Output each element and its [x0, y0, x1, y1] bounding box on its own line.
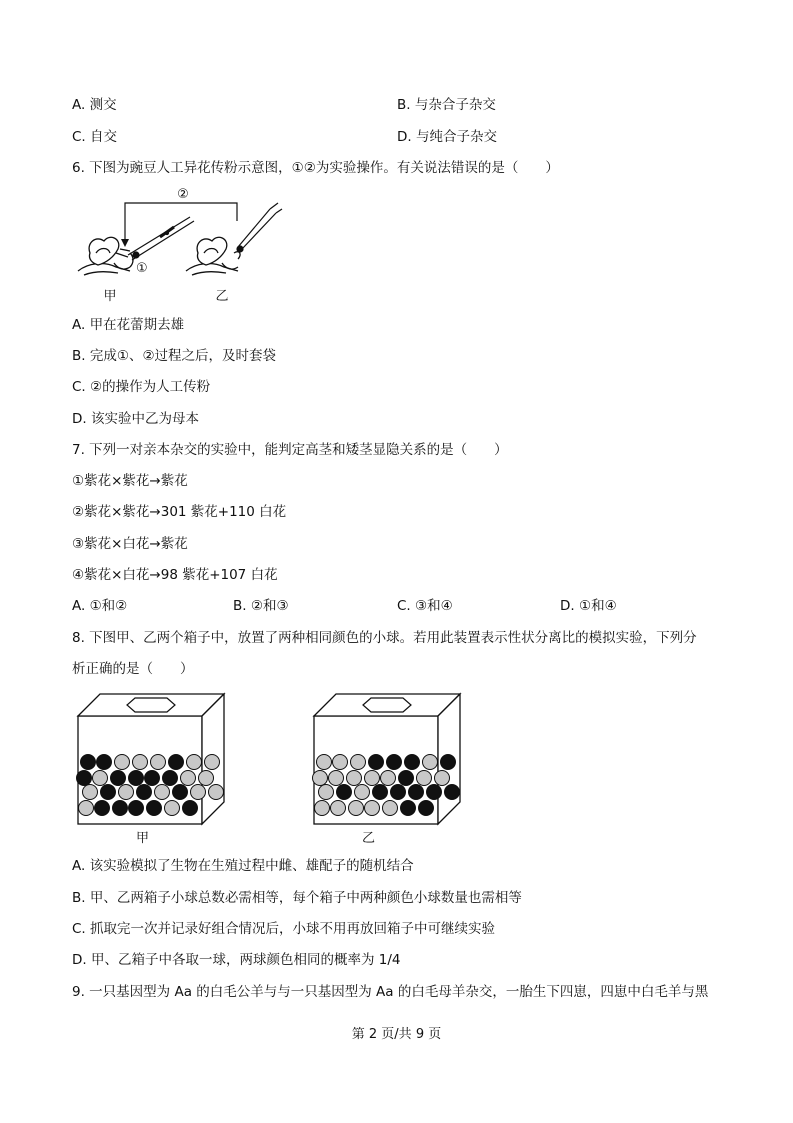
- q7-option-a: A. ①和②: [72, 598, 128, 614]
- q5-option-a: A. 测交: [72, 97, 117, 113]
- q7-option-c: C. ③和④: [397, 598, 453, 614]
- q7-option-d: D. ①和④: [560, 598, 617, 614]
- flower-yi-icon: [186, 237, 240, 275]
- q6-option-c: C. ②的操作为人工传粉: [72, 379, 211, 395]
- q6-stem: 6. 下图为豌豆人工异花传粉示意图，①②为实验操作。有关说法错误的是（ ）: [72, 160, 559, 176]
- q7-item-3: ③紫花×白花→紫花: [72, 536, 188, 552]
- q7-item-4: ④紫花×白花→98 紫花+107 白花: [72, 567, 278, 583]
- q8-option-d: D. 甲、乙箱子中各取一球，两球颜色相同的概率为 1/4: [72, 952, 401, 968]
- q8-stem-line2: 析正确的是（ ）: [72, 661, 194, 677]
- q9-stem-line1: 9. 一只基因型为 Aa 的白毛公羊与与一只基因型为 Aa 的白毛母羊杂交，一胎生下四崽，四崽中白毛羊与黑: [72, 984, 709, 1000]
- q6-option-d: D. 该实验中乙为母本: [72, 411, 199, 427]
- q7-option-b: B. ②和③: [233, 598, 289, 614]
- pollination-figure: [70, 183, 290, 308]
- q6-option-b: B. 完成①、②过程之后，及时套袋: [72, 348, 277, 364]
- q5-option-c: C. 自交: [72, 129, 118, 145]
- label-yi: 乙: [215, 289, 229, 304]
- box-yi: [313, 694, 461, 824]
- q8-stem-line1: 8. 下图甲、乙两个箱子中，放置了两种相同颜色的小球。若用此装置表示性状分离比的模拟实验，下列分: [72, 630, 697, 646]
- label-box-yi: 乙: [362, 831, 376, 846]
- q7-stem: 7. 下列一对亲本杂交的实验中，能判定高茎和矮茎显隐关系的是（ ）: [72, 442, 508, 458]
- tweezers-icon: [237, 203, 282, 252]
- mark-2: ②: [177, 187, 189, 202]
- q5-option-d: D. 与纯合子杂交: [397, 129, 497, 145]
- label-box-jia: 甲: [136, 831, 150, 846]
- q8-option-b: B. 甲、乙两箱子小球总数必需相等，每个箱子中两种颜色小球数量也需相等: [72, 890, 522, 906]
- q8-option-a: A. 该实验模拟了生物在生殖过程中雌、雄配子的随机结合: [72, 858, 414, 874]
- page-footer: 第 2 页/共 9 页: [351, 1027, 442, 1042]
- brush-icon: [128, 217, 194, 260]
- label-jia: 甲: [103, 289, 117, 304]
- box-jia: [77, 694, 225, 824]
- ball-boxes-figure: [74, 686, 474, 851]
- q5-option-b: B. 与杂合子杂交: [397, 97, 496, 113]
- q8-option-c: C. 抓取完一次并记录好组合情况后，小球不用再放回箱子中可继续实验: [72, 921, 496, 937]
- q6-option-a: A. 甲在花蕾期去雄: [72, 317, 185, 333]
- q7-item-1: ①紫花×紫花→紫花: [72, 473, 188, 489]
- q7-item-2: ②紫花×紫花→301 紫花+110 白花: [72, 504, 287, 520]
- mark-1: ①: [136, 261, 148, 276]
